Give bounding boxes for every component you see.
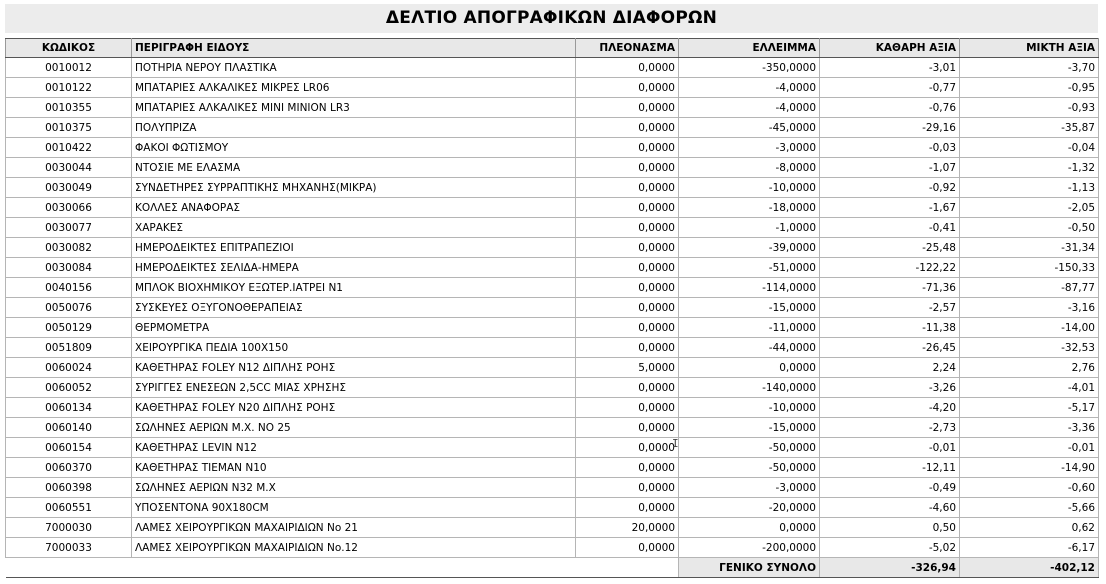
column-header-deficit[interactable]: ΕΛΛΕΙΜΜΑ xyxy=(679,39,820,58)
cell-net-value: -3,01 xyxy=(820,58,960,78)
cell-deficit: -350,0000 xyxy=(679,58,820,78)
cell-surplus: 0,0000 xyxy=(576,438,679,458)
cell-code: 7000030 xyxy=(6,518,132,538)
cell-description: ΣΩΛΗΝΕΣ ΑΕΡΙΩΝ Μ.Χ. ΝΟ 25 xyxy=(132,418,576,438)
cell-gross-value: -32,53 xyxy=(960,338,1099,358)
cell-deficit: -50,0000 xyxy=(679,458,820,478)
table-row[interactable] xyxy=(6,178,1099,198)
cell-net-value: -0,92 xyxy=(820,178,960,198)
cell-deficit: -3,0000 xyxy=(679,478,820,498)
cell-deficit: -18,0000 xyxy=(679,198,820,218)
cell-surplus: 0,0000 xyxy=(576,238,679,258)
cell-description: ΝΤΟΣΙΕ ΜΕ ΕΛΑΣΜΑ xyxy=(132,158,576,178)
cell-description: ΜΠΑΤΑΡΙΕΣ ΑΛΚΑΛΙΚΕΣ ΜΙΝΙ MINION LR3 xyxy=(132,98,576,118)
cell-code: 0060024 xyxy=(6,358,132,378)
cell-gross-value: -5,17 xyxy=(960,398,1099,418)
cell-deficit: -15,0000 xyxy=(679,298,820,318)
cell-gross-value: -1,32 xyxy=(960,158,1099,178)
table-header-row xyxy=(6,39,1099,58)
table-row[interactable] xyxy=(6,438,1099,458)
cell-deficit: -10,0000 xyxy=(679,178,820,198)
cell-code: 0010122 xyxy=(6,78,132,98)
cell-code: 0051809 xyxy=(6,338,132,358)
cell-gross-value: -0,04 xyxy=(960,138,1099,158)
cell-net-value: -1,67 xyxy=(820,198,960,218)
cell-net-value: -29,16 xyxy=(820,118,960,138)
cell-deficit: -4,0000 xyxy=(679,98,820,118)
cell-deficit: -45,0000 xyxy=(679,118,820,138)
cell-description: ΛΑΜΕΣ ΧΕΙΡΟΥΡΓΙΚΩΝ ΜΑΧΑΙΡΙΔΙΩΝ Νο.12 xyxy=(132,538,576,558)
cell-surplus: 0,0000 xyxy=(576,478,679,498)
cell-surplus: 0,0000 xyxy=(576,198,679,218)
cell-gross-value: -3,70 xyxy=(960,58,1099,78)
cell-net-value: -11,38 xyxy=(820,318,960,338)
text-cursor-icon: I xyxy=(672,437,679,450)
cell-code: 0030084 xyxy=(6,258,132,278)
cell-gross-value: -0,95 xyxy=(960,78,1099,98)
grand-total-row xyxy=(6,558,1099,578)
cell-code: 0010422 xyxy=(6,138,132,158)
cell-net-value: -5,02 xyxy=(820,538,960,558)
table-row[interactable] xyxy=(6,98,1099,118)
table-row[interactable] xyxy=(6,78,1099,98)
cell-gross-value: -35,87 xyxy=(960,118,1099,138)
cell-net-value: -0,77 xyxy=(820,78,960,98)
table-row[interactable] xyxy=(6,318,1099,338)
cell-net-value: 2,24 xyxy=(820,358,960,378)
total-spacer xyxy=(6,558,679,578)
cell-deficit: -4,0000 xyxy=(679,78,820,98)
cell-description: ΘΕΡΜΟΜΕΤΡΑ xyxy=(132,318,576,338)
cell-gross-value: 2,76 xyxy=(960,358,1099,378)
cell-net-value: -0,03 xyxy=(820,138,960,158)
cell-net-value: -2,57 xyxy=(820,298,960,318)
cell-net-value: -0,01 xyxy=(820,438,960,458)
cell-net-value: -0,76 xyxy=(820,98,960,118)
grand-total-label: ΓΕΝΙΚΟ ΣΥΝΟΛΟ xyxy=(679,558,820,578)
column-header-net-value[interactable]: ΚΑΘΑΡΗ ΑΞΙΑ xyxy=(820,39,960,58)
cell-surplus: 0,0000 xyxy=(576,138,679,158)
cell-description: ΠΟΛΥΠΡΙΖΑ xyxy=(132,118,576,138)
cell-gross-value: -0,50 xyxy=(960,218,1099,238)
cell-description: ΜΠΑΤΑΡΙΕΣ ΑΛΚΑΛΙΚΕΣ ΜΙΚΡΕΣ LR06 xyxy=(132,78,576,98)
cell-surplus: 0,0000 xyxy=(576,178,679,198)
cell-code: 0040156 xyxy=(6,278,132,298)
cell-gross-value: -3,16 xyxy=(960,298,1099,318)
cell-net-value: -122,22 xyxy=(820,258,960,278)
cell-description: ΧΑΡΑΚΕΣ xyxy=(132,218,576,238)
cell-description: ΣΩΛΗΝΕΣ ΑΕΡΙΩΝ Ν32 Μ.Χ xyxy=(132,478,576,498)
cell-net-value: -71,36 xyxy=(820,278,960,298)
cell-gross-value: -2,05 xyxy=(960,198,1099,218)
cell-code: 7000033 xyxy=(6,538,132,558)
cell-code: 0030077 xyxy=(6,218,132,238)
cell-net-value: -0,41 xyxy=(820,218,960,238)
cell-deficit: -200,0000 xyxy=(679,538,820,558)
table-row[interactable] xyxy=(6,198,1099,218)
table-row[interactable] xyxy=(6,158,1099,178)
table-row[interactable] xyxy=(6,258,1099,278)
cell-deficit: -11,0000 xyxy=(679,318,820,338)
cell-net-value: -0,49 xyxy=(820,478,960,498)
cell-net-value: -4,20 xyxy=(820,398,960,418)
cell-gross-value: -150,33 xyxy=(960,258,1099,278)
cell-deficit: -20,0000 xyxy=(679,498,820,518)
cell-deficit: 0,0000 xyxy=(679,518,820,538)
table-row[interactable] xyxy=(6,418,1099,438)
cell-surplus: 0,0000 xyxy=(576,98,679,118)
cell-code: 0060154 xyxy=(6,438,132,458)
cell-code: 0060551 xyxy=(6,498,132,518)
cell-deficit: -50,0000 xyxy=(679,438,820,458)
cell-deficit: -15,0000 xyxy=(679,418,820,438)
cell-gross-value: -87,77 xyxy=(960,278,1099,298)
table-row[interactable] xyxy=(6,118,1099,138)
cell-code: 0030049 xyxy=(6,178,132,198)
cell-net-value: -3,26 xyxy=(820,378,960,398)
cell-deficit: -114,0000 xyxy=(679,278,820,298)
cell-net-value: -4,60 xyxy=(820,498,960,518)
inventory-differences-table xyxy=(5,38,1099,578)
table-row[interactable] xyxy=(6,218,1099,238)
cell-net-value: -26,45 xyxy=(820,338,960,358)
cell-description: ΚΑΘΕΤΗΡΑΣ LEVIN N12 xyxy=(132,438,576,458)
table-row[interactable] xyxy=(6,138,1099,158)
cell-surplus: 0,0000 xyxy=(576,78,679,98)
column-header-code[interactable]: ΚΩΔΙΚΟΣ xyxy=(6,39,132,58)
table-row[interactable] xyxy=(6,58,1099,78)
cell-surplus: 0,0000 xyxy=(576,278,679,298)
table-row[interactable] xyxy=(6,478,1099,498)
cell-code: 0060052 xyxy=(6,378,132,398)
cell-surplus: 0,0000 xyxy=(576,118,679,138)
cell-description: ΚΟΛΛΕΣ ΑΝΑΦΟΡΑΣ xyxy=(132,198,576,218)
cell-net-value: -12,11 xyxy=(820,458,960,478)
cell-description: ΥΠΟΣΕΝΤΟΝΑ 90Χ180CM xyxy=(132,498,576,518)
cell-surplus: 0,0000 xyxy=(576,378,679,398)
cell-net-value: -25,48 xyxy=(820,238,960,258)
cell-deficit: -10,0000 xyxy=(679,398,820,418)
cell-surplus: 0,0000 xyxy=(576,498,679,518)
table-row[interactable] xyxy=(6,518,1099,538)
cell-gross-value: -14,90 xyxy=(960,458,1099,478)
cell-surplus: 5,0000 xyxy=(576,358,679,378)
cell-deficit: -140,0000 xyxy=(679,378,820,398)
cell-surplus: 0,0000 xyxy=(576,258,679,278)
cell-description: ΠΟΤΗΡΙΑ ΝΕΡΟΥ ΠΛΑΣΤΙΚΑ xyxy=(132,58,576,78)
table-row[interactable] xyxy=(6,538,1099,558)
table-row[interactable] xyxy=(6,338,1099,358)
column-header-description[interactable]: ΠΕΡΙΓΡΑΦΗ ΕΙΔΟΥΣ xyxy=(132,39,576,58)
cell-gross-value: -6,17 xyxy=(960,538,1099,558)
cell-description: ΗΜΕΡΟΔΕΙΚΤΕΣ ΕΠΙΤΡΑΠΕΖΙΟΙ xyxy=(132,238,576,258)
cell-deficit: -1,0000 xyxy=(679,218,820,238)
column-header-gross-value[interactable]: ΜΙΚΤΗ ΑΞΙΑ xyxy=(960,39,1099,58)
report-title: ΔΕΛΤΙΟ ΑΠΟΓΡΑΦΙΚΩΝ ΔΙΑΦΟΡΩΝ xyxy=(5,4,1098,33)
cell-code: 0060140 xyxy=(6,418,132,438)
cell-gross-value: -14,00 xyxy=(960,318,1099,338)
cell-surplus: 0,0000 xyxy=(576,538,679,558)
cell-code: 0030082 xyxy=(6,238,132,258)
table-row[interactable] xyxy=(6,238,1099,258)
cell-description: ΣΥΝΔΕΤΗΡΕΣ ΣΥΡΡΑΠΤΙΚΗΣ ΜΗΧΑΝΗΣ(ΜΙΚΡΑ) xyxy=(132,178,576,198)
table-row[interactable] xyxy=(6,278,1099,298)
cell-surplus: 0,0000 xyxy=(576,338,679,358)
cell-gross-value: -0,60 xyxy=(960,478,1099,498)
cell-code: 0010012 xyxy=(6,58,132,78)
cell-description: ΛΑΜΕΣ ΧΕΙΡΟΥΡΓΙΚΩΝ ΜΑΧΑΙΡΙΔΙΩΝ Νο 21 xyxy=(132,518,576,538)
table-row[interactable] xyxy=(6,358,1099,378)
cell-gross-value: -0,93 xyxy=(960,98,1099,118)
cell-deficit: 0,0000 xyxy=(679,358,820,378)
grand-total-net-value: -326,94 xyxy=(820,558,960,578)
cell-gross-value: -1,13 xyxy=(960,178,1099,198)
cell-net-value: -2,73 xyxy=(820,418,960,438)
cell-description: ΣΥΡΙΓΓΕΣ ΕΝΕΣΕΩΝ 2,5CC ΜΙΑΣ ΧΡΗΣΗΣ xyxy=(132,378,576,398)
cell-gross-value: 0,62 xyxy=(960,518,1099,538)
cell-code: 0060370 xyxy=(6,458,132,478)
cell-description: ΦΑΚΟΙ ΦΩΤΙΣΜΟΥ xyxy=(132,138,576,158)
table-row[interactable] xyxy=(6,498,1099,518)
cell-deficit: -8,0000 xyxy=(679,158,820,178)
column-header-surplus[interactable]: ΠΛΕΟΝΑΣΜΑ xyxy=(576,39,679,58)
cell-gross-value: -0,01 xyxy=(960,438,1099,458)
cell-description: ΜΠΛΟΚ ΒΙΟΧΗΜΙΚΟΥ ΕΞΩΤΕΡ.ΙΑΤΡΕΙ Ν1 xyxy=(132,278,576,298)
cell-surplus: 0,0000 xyxy=(576,218,679,238)
cell-gross-value: -5,66 xyxy=(960,498,1099,518)
cell-code: 0050076 xyxy=(6,298,132,318)
table-body xyxy=(6,58,1099,558)
cell-description: ΚΑΘΕΤΗΡΑΣ FOLEY N12 ΔΙΠΛΗΣ ΡΟΗΣ xyxy=(132,358,576,378)
table-row[interactable] xyxy=(6,298,1099,318)
cell-code: 0060134 xyxy=(6,398,132,418)
cell-surplus: 0,0000 xyxy=(576,398,679,418)
cell-surplus: 0,0000 xyxy=(576,158,679,178)
table-row[interactable] xyxy=(6,378,1099,398)
cell-description: ΚΑΘΕΤΗΡΑΣ TIEMAN N10 xyxy=(132,458,576,478)
cell-description: ΣΥΣΚΕΥΕΣ ΟΞΥΓΟΝΟΘΕΡΑΠΕΙΑΣ xyxy=(132,298,576,318)
cell-surplus: 0,0000 xyxy=(576,58,679,78)
cell-deficit: -44,0000 xyxy=(679,338,820,358)
cell-description: ΧΕΙΡΟΥΡΓΙΚΑ ΠΕΔΙΑ 100Χ150 xyxy=(132,338,576,358)
cell-deficit: -51,0000 xyxy=(679,258,820,278)
cell-surplus: 0,0000 xyxy=(576,318,679,338)
table-row[interactable] xyxy=(6,398,1099,418)
cell-surplus: 0,0000 xyxy=(576,418,679,438)
cell-gross-value: -4,01 xyxy=(960,378,1099,398)
cell-surplus: 0,0000 xyxy=(576,298,679,318)
cell-code: 0030066 xyxy=(6,198,132,218)
table-row[interactable] xyxy=(6,458,1099,478)
cell-description: ΗΜΕΡΟΔΕΙΚΤΕΣ ΣΕΛΙΔΑ-ΗΜΕΡΑ xyxy=(132,258,576,278)
cell-deficit: -3,0000 xyxy=(679,138,820,158)
cell-net-value: -1,07 xyxy=(820,158,960,178)
cell-deficit: -39,0000 xyxy=(679,238,820,258)
cell-code: 0010355 xyxy=(6,98,132,118)
cell-surplus: 20,0000 xyxy=(576,518,679,538)
grand-total-gross-value: -402,12 xyxy=(960,558,1099,578)
cell-description: ΚΑΘΕΤΗΡΑΣ FOLEY N20 ΔΙΠΛΗΣ ΡΟΗΣ xyxy=(132,398,576,418)
cell-code: 0060398 xyxy=(6,478,132,498)
cell-code: 0030044 xyxy=(6,158,132,178)
cell-gross-value: -3,36 xyxy=(960,418,1099,438)
cell-code: 0050129 xyxy=(6,318,132,338)
cell-surplus: 0,0000 xyxy=(576,458,679,478)
cell-code: 0010375 xyxy=(6,118,132,138)
cell-gross-value: -31,34 xyxy=(960,238,1099,258)
cell-net-value: 0,50 xyxy=(820,518,960,538)
